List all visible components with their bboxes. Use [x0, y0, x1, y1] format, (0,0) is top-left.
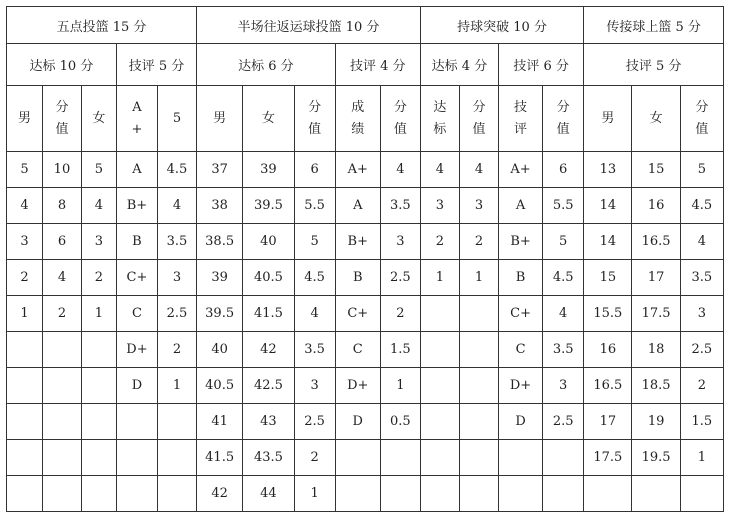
- table-cell: 3: [81, 224, 116, 260]
- column-header-label: 5: [172, 110, 182, 126]
- table-cell: 13: [584, 152, 632, 188]
- table-cell: [81, 404, 116, 440]
- column-header-label: 分值: [55, 99, 69, 137]
- table-cell: [380, 440, 420, 476]
- table-cell: 41.5: [243, 296, 294, 332]
- header-row-columns: [7, 86, 724, 152]
- table-cell: 17.5: [584, 440, 632, 476]
- table-cell: [42, 476, 81, 512]
- table-cell: 6: [543, 152, 584, 188]
- table-cell: [498, 476, 542, 512]
- table-cell: 41.5: [197, 440, 243, 476]
- column-header-label: 成绩: [351, 99, 365, 137]
- table-cell: 4: [81, 188, 116, 224]
- table-cell: [420, 404, 459, 440]
- subgroup-header: 达标 4 分: [420, 44, 498, 86]
- column-header-label: 达标: [433, 99, 447, 137]
- subgroup-header: 技评 6 分: [498, 44, 583, 86]
- table-row: [7, 476, 724, 512]
- table-cell: A+: [498, 152, 542, 188]
- table-cell: 1.5: [680, 404, 723, 440]
- column-header-label: 技评: [514, 99, 528, 137]
- table-cell: 15.5: [584, 296, 632, 332]
- table-cell: 5.5: [543, 188, 584, 224]
- table-cell: 5: [294, 224, 335, 260]
- table-cell: [335, 476, 380, 512]
- table-cell: 39: [197, 260, 243, 296]
- table-cell: 43: [243, 404, 294, 440]
- table-cell: 1: [81, 296, 116, 332]
- table-cell: [81, 368, 116, 404]
- table-cell: 3.5: [380, 188, 420, 224]
- table-cell: 3: [157, 260, 196, 296]
- table-cell: [543, 440, 584, 476]
- table-cell: 3: [380, 224, 420, 260]
- table-cell: 3: [459, 188, 498, 224]
- table-cell: D+: [335, 368, 380, 404]
- table-cell: 2: [81, 260, 116, 296]
- table-cell: [420, 368, 459, 404]
- table-cell: 4.5: [543, 260, 584, 296]
- table-cell: [7, 404, 43, 440]
- column-header: [294, 86, 335, 152]
- table-cell: [7, 476, 43, 512]
- table-cell: [459, 296, 498, 332]
- table-cell: 18.5: [632, 368, 680, 404]
- table-row: [7, 296, 724, 332]
- table-cell: C: [498, 332, 542, 368]
- table-cell: 16: [584, 332, 632, 368]
- table-cell: 14: [584, 188, 632, 224]
- table-cell: [459, 332, 498, 368]
- table-cell: 17.5: [632, 296, 680, 332]
- column-header: [380, 86, 420, 152]
- table-cell: 3.5: [543, 332, 584, 368]
- table-cell: 2: [459, 224, 498, 260]
- table-cell: 17: [632, 260, 680, 296]
- table-cell: 2: [7, 260, 43, 296]
- table-cell: 6: [294, 152, 335, 188]
- column-header: [197, 86, 243, 152]
- table-cell: [335, 440, 380, 476]
- table-cell: 40.5: [243, 260, 294, 296]
- table-cell: 4: [420, 152, 459, 188]
- table-cell: [116, 440, 157, 476]
- table-cell: 4.5: [294, 260, 335, 296]
- table-cell: [420, 440, 459, 476]
- table-cell: [7, 332, 43, 368]
- table-cell: [420, 332, 459, 368]
- table-cell: 44: [243, 476, 294, 512]
- table-cell: 4: [157, 188, 196, 224]
- table-cell: 42: [243, 332, 294, 368]
- table-cell: [459, 476, 498, 512]
- table-cell: 1: [459, 260, 498, 296]
- table-cell: 2: [157, 332, 196, 368]
- column-header: [584, 86, 632, 152]
- table-cell: 2: [420, 224, 459, 260]
- table-cell: 3: [420, 188, 459, 224]
- table-row: [7, 224, 724, 260]
- table-cell: 15: [632, 152, 680, 188]
- table-cell: C: [335, 332, 380, 368]
- table-cell: 16.5: [632, 224, 680, 260]
- table-cell: 3: [680, 296, 723, 332]
- table-cell: 4: [7, 188, 43, 224]
- table-cell: 41: [197, 404, 243, 440]
- table-cell: 4.5: [157, 152, 196, 188]
- column-header: [81, 86, 116, 152]
- table-cell: 2: [294, 440, 335, 476]
- table-cell: C+: [116, 260, 157, 296]
- table-cell: 4: [42, 260, 81, 296]
- table-cell: B+: [335, 224, 380, 260]
- column-header: [335, 86, 380, 152]
- table-cell: [680, 476, 723, 512]
- table-cell: 6: [42, 224, 81, 260]
- table-cell: [543, 476, 584, 512]
- table-row: [7, 404, 724, 440]
- table-cell: [81, 476, 116, 512]
- column-header-label: 女: [92, 110, 106, 126]
- table-cell: 5: [680, 152, 723, 188]
- table-cell: [81, 332, 116, 368]
- table-cell: 2: [680, 368, 723, 404]
- table-cell: 5: [7, 152, 43, 188]
- column-header-label: 男: [601, 110, 615, 126]
- table-cell: [116, 476, 157, 512]
- table-cell: 5: [543, 224, 584, 260]
- table-cell: 14: [584, 224, 632, 260]
- table-cell: [42, 440, 81, 476]
- table-cell: 1: [420, 260, 459, 296]
- table-cell: 4.5: [680, 188, 723, 224]
- table-cell: 40: [243, 224, 294, 260]
- group-header: 持球突破 10 分: [420, 7, 583, 44]
- column-header-label: 女: [261, 110, 275, 126]
- table-cell: 38.5: [197, 224, 243, 260]
- column-header: [680, 86, 723, 152]
- table-cell: 19.5: [632, 440, 680, 476]
- table-row: [7, 188, 724, 224]
- table-cell: [459, 440, 498, 476]
- table-cell: 3.5: [294, 332, 335, 368]
- table-cell: B: [498, 260, 542, 296]
- table-cell: 3: [543, 368, 584, 404]
- table-cell: B: [116, 224, 157, 260]
- table-cell: [380, 476, 420, 512]
- table-cell: 4: [680, 224, 723, 260]
- table-cell: 10: [42, 152, 81, 188]
- table-cell: 4: [543, 296, 584, 332]
- column-header-label: 分值: [556, 99, 570, 137]
- column-header-label: 分值: [308, 99, 322, 137]
- table-cell: C+: [498, 296, 542, 332]
- group-header: 半场往返运球投篮 10 分: [197, 7, 421, 44]
- table-cell: 39.5: [197, 296, 243, 332]
- column-header: [116, 86, 157, 152]
- table-cell: B: [335, 260, 380, 296]
- table-cell: 1: [380, 368, 420, 404]
- table-cell: D: [335, 404, 380, 440]
- table-cell: [584, 476, 632, 512]
- table-cell: 1.5: [380, 332, 420, 368]
- table-cell: 8: [42, 188, 81, 224]
- table-cell: [420, 296, 459, 332]
- column-header-label: 男: [17, 110, 31, 126]
- table-cell: 17: [584, 404, 632, 440]
- table-cell: C+: [335, 296, 380, 332]
- subgroup-header: 技评 4 分: [335, 44, 420, 86]
- table-cell: 5.5: [294, 188, 335, 224]
- table-cell: 3.5: [157, 224, 196, 260]
- table-cell: A: [498, 188, 542, 224]
- column-header: [632, 86, 680, 152]
- table-row: [7, 440, 724, 476]
- table-cell: [42, 332, 81, 368]
- table-cell: [459, 404, 498, 440]
- table-cell: 1: [294, 476, 335, 512]
- table-row: [7, 152, 724, 188]
- table-cell: 4: [459, 152, 498, 188]
- table-cell: A+: [335, 152, 380, 188]
- column-header: [498, 86, 542, 152]
- table-cell: 0.5: [380, 404, 420, 440]
- table-cell: [42, 404, 81, 440]
- column-header: [543, 86, 584, 152]
- table-cell: [420, 476, 459, 512]
- table-cell: 39.5: [243, 188, 294, 224]
- table-cell: D+: [498, 368, 542, 404]
- subgroup-header: 达标 6 分: [197, 44, 336, 86]
- table-cell: 1: [680, 440, 723, 476]
- table-cell: 1: [157, 368, 196, 404]
- table-cell: 40.5: [197, 368, 243, 404]
- table-cell: [42, 368, 81, 404]
- table-cell: C: [116, 296, 157, 332]
- table-cell: D+: [116, 332, 157, 368]
- header-row-events: [7, 7, 724, 44]
- table-cell: 2.5: [157, 296, 196, 332]
- table-cell: 2.5: [543, 404, 584, 440]
- table-row: [7, 368, 724, 404]
- table-cell: 40: [197, 332, 243, 368]
- header-row-subgroups: [7, 44, 724, 86]
- table-cell: [157, 404, 196, 440]
- subgroup-header: 技评 5 分: [116, 44, 196, 86]
- table-cell: B+: [498, 224, 542, 260]
- table-cell: 5: [81, 152, 116, 188]
- column-header-label: A+: [131, 99, 143, 137]
- column-header-label: 分值: [695, 99, 709, 137]
- table-cell: D: [116, 368, 157, 404]
- table-cell: 3: [7, 224, 43, 260]
- table-cell: [7, 440, 43, 476]
- column-header: [42, 86, 81, 152]
- table-cell: 4: [380, 152, 420, 188]
- table-cell: 2.5: [680, 332, 723, 368]
- table-cell: A: [116, 152, 157, 188]
- table-cell: 38: [197, 188, 243, 224]
- column-header: [7, 86, 43, 152]
- table-cell: 15: [584, 260, 632, 296]
- column-header: [420, 86, 459, 152]
- table-cell: 4: [294, 296, 335, 332]
- column-header: [243, 86, 294, 152]
- table-cell: 39: [243, 152, 294, 188]
- column-header: [157, 86, 196, 152]
- table-cell: 37: [197, 152, 243, 188]
- column-header-label: 男: [213, 110, 227, 126]
- table-cell: 2: [380, 296, 420, 332]
- subgroup-header: 达标 10 分: [7, 44, 117, 86]
- column-header-label: 分值: [472, 99, 486, 137]
- table-cell: [81, 440, 116, 476]
- table-row: [7, 332, 724, 368]
- scoring-table: [6, 6, 724, 512]
- column-header: [459, 86, 498, 152]
- subgroup-header: 技评 5 分: [584, 44, 724, 86]
- column-header-label: 女: [649, 110, 663, 126]
- table-cell: 3.5: [680, 260, 723, 296]
- table-cell: 2.5: [380, 260, 420, 296]
- table-cell: 2: [42, 296, 81, 332]
- table-cell: B+: [116, 188, 157, 224]
- table-cell: [157, 476, 196, 512]
- table-cell: [459, 368, 498, 404]
- table-cell: [632, 476, 680, 512]
- table-cell: [7, 368, 43, 404]
- column-header-label: 分值: [393, 99, 407, 137]
- table-row: [7, 260, 724, 296]
- table-cell: 43.5: [243, 440, 294, 476]
- table-cell: A: [335, 188, 380, 224]
- table-cell: 18: [632, 332, 680, 368]
- table-cell: D: [498, 404, 542, 440]
- table-cell: 16.5: [584, 368, 632, 404]
- table-cell: [157, 440, 196, 476]
- group-header: 传接球上篮 5 分: [584, 7, 724, 44]
- table-cell: 16: [632, 188, 680, 224]
- table-cell: 42: [197, 476, 243, 512]
- table-cell: 3: [294, 368, 335, 404]
- table-cell: 19: [632, 404, 680, 440]
- table-cell: [498, 440, 542, 476]
- table-cell: [116, 404, 157, 440]
- table-cell: 2.5: [294, 404, 335, 440]
- table-cell: 1: [7, 296, 43, 332]
- table-cell: 42.5: [243, 368, 294, 404]
- group-header: 五点投篮 15 分: [7, 7, 197, 44]
